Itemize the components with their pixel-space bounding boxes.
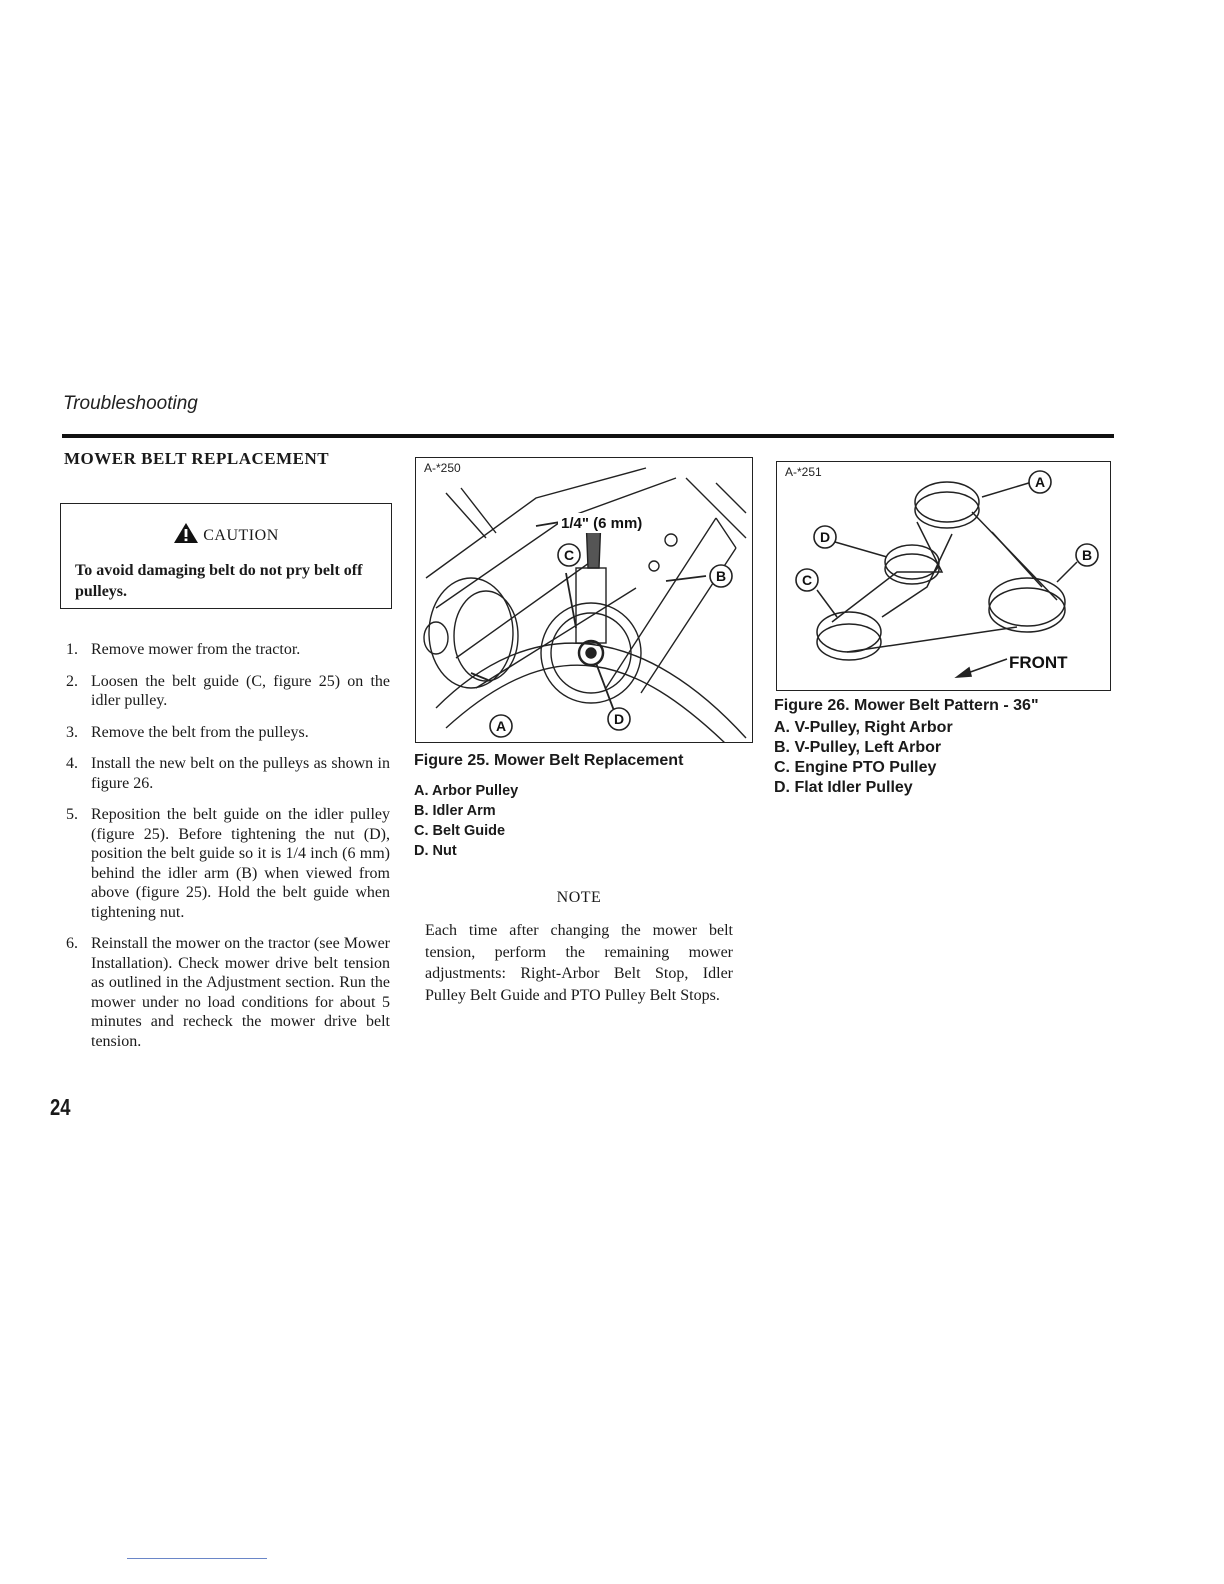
belt-pattern-drawing (777, 462, 1111, 691)
figure-26-caption: Figure 26. Mower Belt Pattern - 36" (774, 697, 1039, 714)
step-item (64, 805, 390, 922)
front-label: FRONT (1009, 653, 1068, 672)
header-rule (62, 434, 1114, 438)
page-title: MOWER BELT REPLACEMENT (64, 449, 330, 468)
figure-26-id: A-*251 (785, 465, 822, 479)
step-item (64, 723, 390, 743)
legend-item: C. Engine PTO Pulley (774, 759, 937, 776)
legend-item: A. V-Pulley, Right Arbor (774, 719, 953, 736)
figure-26-callout-d: D (819, 529, 831, 545)
step-number: 6. (66, 935, 78, 952)
step-text: Reinstall the mower on the tractor (see Mower Installation). Check mower drive belt tension as outlined in the Adjustment section. Run the mower under no load conditions for about 5 minutes and recheck the mower drive belt tension. (91, 935, 390, 1050)
step-text: Reposition the belt guide on the idler pulley (figure 25). Before tightening the nut (D), position the belt guide so it is 1/4 inch (6 mm) behind the idler arm (B) when viewed from above (figure 25). Hold the belt guide when tightening nut. (91, 806, 390, 921)
legend-item: B. Idler Arm (414, 803, 496, 819)
legend-item: C. Belt Guide (414, 823, 506, 839)
caution-box (60, 503, 392, 609)
step-item (64, 934, 390, 1051)
note-text: Each time after changing the mower belt tension, perform the remaining mower adjustments: Right-Arbor Belt Stop, Idler Pulley Belt Guide and PTO Pulley Belt Stops. (425, 922, 733, 1004)
step-item (64, 640, 390, 660)
figure-25-caption: Figure 25. Mower Belt Replacement (414, 752, 684, 769)
figure-26-callout-a: A (1034, 474, 1046, 490)
page-number: 24 (50, 1094, 71, 1120)
step-number: 1. (66, 641, 78, 658)
step-number: 4. (66, 755, 78, 772)
figure-26-callout-c: C (801, 572, 813, 588)
legend-item: D. Flat Idler Pulley (774, 779, 913, 796)
step-item (64, 672, 390, 711)
figure-25-callout-b: B (715, 568, 727, 584)
step-number: 5. (66, 806, 78, 823)
step-text: Install the new belt on the pulleys as shown in figure 26. (91, 755, 390, 792)
legend-item: B. V-Pulley, Left Arbor (774, 739, 942, 756)
step-text: Remove the belt from the pulleys. (91, 723, 309, 741)
figure-26-illustration (776, 461, 1111, 691)
step-number: 2. (66, 672, 78, 690)
figure-26-callout-b: B (1081, 547, 1093, 563)
step-text: Remove mower from the tractor. (91, 641, 301, 658)
legend-item: A. Arbor Pulley (414, 783, 519, 799)
warning-icon (173, 522, 199, 544)
step-text: Loosen the belt guide (C, figure 25) on the idler pulley. (91, 672, 390, 709)
figure-25-callout-a: A (495, 718, 507, 734)
legend-item: D. Nut (414, 843, 457, 859)
steps-list (64, 640, 390, 1063)
figure-25-id: A-*250 (424, 461, 461, 475)
figure-25-legend (414, 781, 518, 861)
caution-label: CAUTION (203, 527, 279, 544)
step-number: 3. (66, 723, 78, 741)
caution-heading (61, 522, 391, 545)
mower-belt-drawing (416, 458, 753, 743)
figure-25-illustration (415, 457, 753, 743)
section-header: Troubleshooting (63, 393, 198, 414)
note-title: NOTE (556, 889, 602, 906)
figure-25-dimension: 1/4" (6 mm) (561, 515, 643, 532)
figure-26-legend (774, 718, 953, 798)
figure-25-callout-d: D (613, 711, 625, 727)
footer-link-underline (127, 1558, 267, 1559)
caution-text: To avoid damaging belt do not pry belt off pulleys. (75, 562, 363, 600)
figure-25-callout-c: C (563, 547, 575, 563)
step-item (64, 754, 390, 793)
